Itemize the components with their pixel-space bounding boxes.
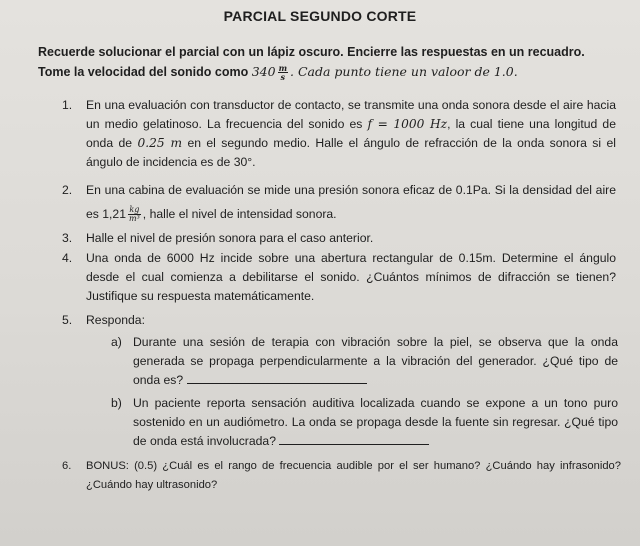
instructions-line-1: Recuerde solucionar el parcial con un lápiz oscuro. Encierre las respuestas en un recuadro.	[38, 45, 585, 59]
sub-question-letter: a)	[111, 335, 122, 349]
question-text: , la cual tiene una longitud de onda de	[86, 117, 616, 150]
density-unit-den: m³	[129, 214, 140, 224]
question-5b	[111, 394, 618, 451]
wavelength-value: 0.25 m	[137, 136, 183, 150]
question-text: En una evaluación con transductor de contacto, se transmite una onda sonora desde el aire hacia un medio gelatinoso. La frecuencia del sonido es	[86, 98, 616, 131]
page-title: PARCIAL SEGUNDO CORTE	[223, 8, 417, 24]
question-text: en el segundo medio. Halle el ángulo de refracción de la onda sonora si el ángulo de incidencia es de 30°.	[86, 136, 616, 169]
question-6	[62, 457, 621, 495]
instructions-line-2	[38, 62, 618, 82]
question-number: 3.	[62, 231, 73, 245]
question-text: , halle el nivel de intensidad sonora.	[142, 207, 337, 221]
question-number: 5.	[62, 313, 73, 327]
instructions	[38, 42, 618, 82]
sub-question-letter: b)	[111, 396, 122, 410]
answer-line[interactable]	[187, 382, 367, 384]
question-text: Una onda de 6000 Hz incide sobre una abertura rectangular de 0.15m. Determine el ángulo desde el cual comienza a debilitarse el sonido. ¿Cuántos mínimos de difracción se tienen? Justifique su respuesta matemáticamente.	[86, 251, 616, 303]
instructions-suffix: . Cada punto tiene un valoor de 1.0.	[290, 64, 518, 79]
sub-question-text: Un paciente reporta sensación auditiva localizada cuando se expone a un tono puro sostenido en un audiómetro. La onda se propaga desde la fuente sin regresar. ¿Qué tipo de onda está involucrada?	[133, 396, 618, 448]
question-5a	[111, 333, 618, 390]
answer-line[interactable]	[279, 443, 429, 445]
question-number: 4.	[62, 251, 73, 265]
sound-speed-value: 340	[251, 64, 276, 79]
sound-speed-unit-num: m	[278, 63, 288, 74]
density-unit-num: kg	[129, 205, 140, 215]
question-1	[62, 96, 616, 172]
question-number: 1.	[62, 98, 73, 112]
question-5	[62, 311, 616, 330]
frequency-value: f = 1000 Hz	[367, 117, 448, 131]
question-3	[62, 229, 616, 248]
sound-speed-unit-den: s	[280, 72, 286, 83]
question-text: Responda:	[86, 313, 145, 327]
question-2	[62, 178, 616, 226]
question-text: En una cabina de evaluación se mide una presión sonora eficaz de 0.1Pa. Si la densidad del aire es	[86, 183, 616, 221]
sound-speed-unit	[278, 64, 288, 81]
question-4	[62, 249, 616, 306]
density-value: 1,21	[102, 207, 126, 221]
instructions-prefix: Tome la velocidad del sonido como	[38, 65, 252, 79]
density-unit	[128, 206, 141, 223]
sub-question-text: Durante una sesión de terapia con vibración sobre la piel, se observa que la onda generada se propaga perpendicularmente a la vibración del generador. ¿Qué tipo de onda es?	[133, 335, 618, 387]
question-number: 2.	[62, 183, 73, 197]
question-text: Halle el nivel de presión sonora para el caso anterior.	[86, 231, 374, 245]
question-number: 6.	[62, 460, 72, 472]
question-text: BONUS: (0.5) ¿Cuál es el rango de frecuencia audible por el ser humano? ¿Cuándo hay infrasonido? ¿Cuándo hay ultrasonido?	[86, 460, 621, 491]
